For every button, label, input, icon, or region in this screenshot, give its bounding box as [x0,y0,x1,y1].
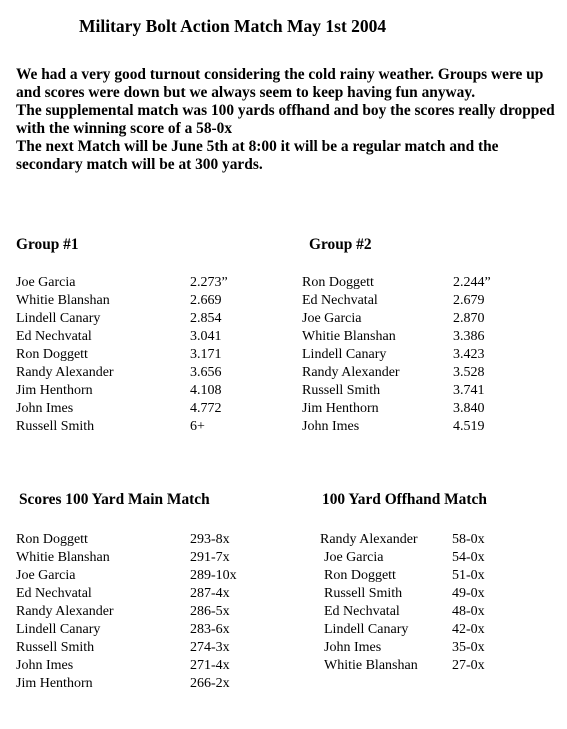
table-row [320,531,485,549]
shooter-name: Ed Nechvatal [324,604,400,619]
table-row [16,639,237,657]
table-row [320,549,485,567]
main-match-list [16,531,237,693]
shooter-name: Ron Doggett [16,347,88,362]
match-score: 48-0x [452,604,485,619]
group-size: 6+ [190,419,205,434]
shooter-name: Whitie Blanshan [16,550,110,565]
table-row [302,400,491,418]
match-score: 54-0x [452,550,485,565]
shooter-name: Joe Garcia [302,311,362,326]
shooter-name: Randy Alexander [302,365,400,380]
table-row [16,364,228,382]
group-size: 2.854 [190,311,222,326]
table-row [16,585,237,603]
shooter-name: Randy Alexander [320,532,418,547]
shooter-name: Ed Nechvatal [16,586,92,601]
main-match-heading: Scores 100 Yard Main Match [19,491,210,508]
shooter-name: Ed Nechvatal [16,329,92,344]
intro-paragraph: We had a very good turnout considering the cold rainy weather. Groups were up and scores were down but we always seem to keep having fun anyway. [16,66,544,101]
table-row [16,603,237,621]
shooter-name: Russell Smith [16,419,95,434]
group-size: 2.669 [190,293,222,308]
table-row [16,675,237,693]
group1-heading: Group #1 [16,236,79,253]
group-size: 2.870 [453,311,485,326]
match-score: 49-0x [452,586,485,601]
offhand-match-list [320,531,485,675]
table-row [320,657,485,675]
group-size: 3.423 [453,347,485,362]
group-size: 3.656 [190,365,222,380]
shooter-name: Russell Smith [324,586,403,601]
match-score: 289-10x [190,568,237,583]
intro-paragraph: The next Match will be June 5th at 8:00 it will be a regular match and the secondary match will be at 300 yards. [16,138,499,173]
shooter-name: Ron Doggett [302,275,374,290]
table-row [16,328,228,346]
group-size: 3.171 [190,347,222,362]
group-size: 3.386 [453,329,485,344]
shooter-name: Lindell Canary [16,622,101,637]
table-row [16,657,237,675]
table-row [16,549,237,567]
match-score: 287-4x [190,586,230,601]
table-row [16,531,237,549]
table-row [320,585,485,603]
page-title: Military Bolt Action Match May 1st 2004 [79,16,387,36]
group-size: 2.244” [453,275,491,290]
match-score: 283-6x [190,622,230,637]
shooter-name: John Imes [302,419,360,434]
table-row [16,292,228,310]
group2-list [302,274,491,436]
shooter-name: Jim Henthorn [302,401,379,416]
table-row [320,603,485,621]
shooter-name: Jim Henthorn [16,383,93,398]
shooter-name: John Imes [16,658,74,673]
match-score: 51-0x [452,568,485,583]
match-score: 271-4x [190,658,230,673]
group-size: 2.273” [190,275,228,290]
shooter-name: Joe Garcia [16,568,76,583]
table-row [302,292,491,310]
table-row [302,418,491,436]
match-score: 291-7x [190,550,230,565]
shooter-name: Lindell Canary [16,311,101,326]
intro-text [16,66,561,174]
group-size: 3.840 [453,401,485,416]
table-row [16,382,228,400]
match-score: 27-0x [452,658,485,673]
shooter-name: Ed Nechvatal [302,293,378,308]
match-score: 35-0x [452,640,485,655]
table-row [302,274,491,292]
group-size: 4.519 [453,419,485,434]
shooter-name: Ron Doggett [324,568,396,583]
table-row [16,567,237,585]
group-size: 3.528 [453,365,485,380]
shooter-name: Russell Smith [302,383,381,398]
table-row [302,382,491,400]
shooter-name: Ron Doggett [16,532,88,547]
intro-paragraph: The supplemental match was 100 yards offhand and boy the scores really dropped with the winning score of a 58-0x [16,102,555,137]
table-row [302,364,491,382]
shooter-name: Jim Henthorn [16,676,93,691]
shooter-name: Whitie Blanshan [16,293,110,308]
table-row [16,310,228,328]
shooter-name: Lindell Canary [302,347,387,362]
offhand-match-heading: 100 Yard Offhand Match [322,491,487,508]
group-size: 2.679 [453,293,485,308]
shooter-name: Lindell Canary [324,622,409,637]
table-row [16,346,228,364]
group1-list [16,274,228,436]
match-score: 286-5x [190,604,230,619]
group-size: 3.741 [453,383,485,398]
table-row [320,567,485,585]
shooter-name: Randy Alexander [16,604,114,619]
group-size: 4.772 [190,401,222,416]
match-score: 293-8x [190,532,230,547]
match-score: 42-0x [452,622,485,637]
table-row [302,310,491,328]
table-row [320,639,485,657]
shooter-name: Whitie Blanshan [324,658,418,673]
group2-heading: Group #2 [309,236,372,253]
table-row [16,418,228,436]
group-size: 3.041 [190,329,222,344]
match-score: 266-2x [190,676,230,691]
table-row [320,621,485,639]
shooter-name: John Imes [16,401,74,416]
shooter-name: Randy Alexander [16,365,114,380]
table-row [16,400,228,418]
shooter-name: John Imes [324,640,382,655]
table-row [16,274,228,292]
group-size: 4.108 [190,383,222,398]
shooter-name: Whitie Blanshan [302,329,396,344]
shooter-name: Joe Garcia [16,275,76,290]
table-row [302,346,491,364]
shooter-name: Joe Garcia [324,550,384,565]
match-score: 274-3x [190,640,230,655]
match-score: 58-0x [452,532,485,547]
table-row [16,621,237,639]
shooter-name: Russell Smith [16,640,95,655]
table-row [302,328,491,346]
